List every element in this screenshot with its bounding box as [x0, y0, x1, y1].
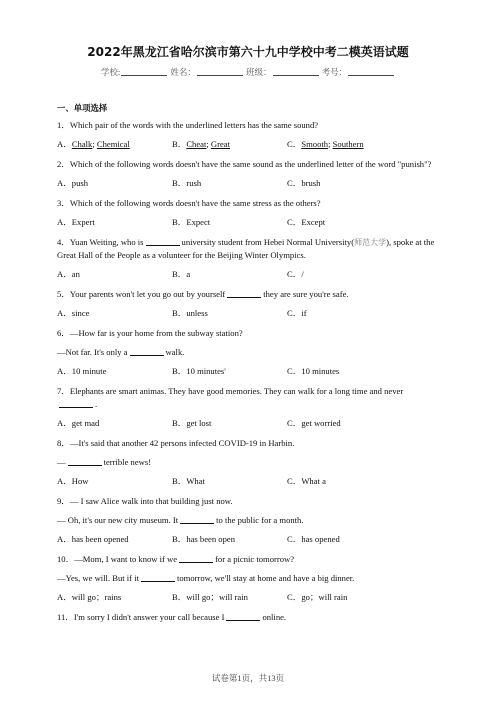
school-label: 学校:: [100, 67, 121, 77]
option-3b[interactable]: B．Expect: [172, 217, 211, 227]
name-label: 姓名：: [170, 67, 196, 77]
option-6a[interactable]: A．10 minute: [57, 366, 107, 376]
option-5b[interactable]: B．unless: [172, 308, 208, 318]
question-9: 9．— I saw Alice walk into that building just now.: [57, 496, 233, 506]
option-6c[interactable]: C．10 minutes: [287, 366, 340, 376]
option-9a[interactable]: A．has been opened: [57, 534, 129, 544]
question-9-reply: — Oh, it's our new city museum. It to the public for a month.: [57, 515, 304, 525]
question-1: 1．Which pair of the words with the underlined letters has the same sound?: [57, 120, 319, 130]
page-title: 2022年黑龙江省哈尔滨市第六十九中学校中考二模英语试题: [87, 45, 409, 59]
option-1b[interactable]: B．Cheat; Great: [172, 139, 231, 149]
option-1c[interactable]: C．Smooth; Southern: [287, 139, 364, 149]
option-10b[interactable]: B．will go；will rain: [172, 592, 248, 602]
question-10: 10．—Mom, I want to know if we for a picnic tomorrow?: [57, 554, 295, 564]
option-9c[interactable]: C．has opened: [287, 534, 340, 544]
question-10-reply: —Yes, we will. But if it tomorrow, we'll stay at home and have a big dinner.: [57, 573, 355, 583]
options-6: [57, 365, 441, 378]
options-1: [57, 138, 441, 151]
exam-number-blank[interactable]: [348, 75, 394, 76]
question-8-reply: — terrible news!: [57, 457, 152, 467]
options-8: [57, 475, 441, 488]
question-6: 6．—How far is your home from the subway station?: [57, 328, 243, 338]
option-6b[interactable]: B．10 minutes': [172, 366, 226, 376]
answer-blank[interactable]: [59, 407, 93, 408]
question-2: 2．Which of the following words doesn't have the same sound as the underlined letter of the word "punish"?: [57, 159, 432, 169]
question-list: [57, 101, 441, 630]
option-2a[interactable]: A．push: [57, 178, 89, 188]
option-7b[interactable]: B．get lost: [172, 418, 212, 428]
answer-blank[interactable]: [180, 523, 214, 524]
exam-number-label: 考号：: [321, 67, 348, 77]
option-1a[interactable]: A．Chalk; Chemical: [57, 139, 130, 149]
options-7: [57, 417, 441, 430]
options-9: [57, 533, 441, 546]
class-blank[interactable]: [273, 75, 319, 76]
option-8c[interactable]: C．What a: [287, 476, 326, 486]
options-4: [57, 268, 441, 281]
question-4: 4．Yuan Weiting, who is university student from Hebei Normal University(师范大学), spoke at the Great Hall of the People as a volunteer for the Beijing Winter Olympics.: [57, 237, 435, 260]
school-blank[interactable]: [121, 75, 167, 76]
answer-blank[interactable]: [130, 355, 164, 356]
answer-blank[interactable]: [141, 581, 175, 582]
answer-blank[interactable]: [227, 297, 261, 298]
question-11: 11．I'm sorry I didn't answer your call because I online.: [57, 612, 287, 622]
option-3a[interactable]: A．Expert: [57, 217, 95, 227]
answer-blank[interactable]: [226, 620, 260, 621]
option-8b[interactable]: B．What: [172, 476, 205, 486]
option-4c[interactable]: C．/: [287, 269, 304, 279]
page-footer: 试卷第1页，共13页: [211, 673, 285, 683]
class-label: 班级：: [245, 67, 272, 77]
answer-blank[interactable]: [179, 562, 213, 563]
option-4a[interactable]: A．an: [57, 269, 80, 279]
option-10c[interactable]: C．go；will rain: [287, 592, 348, 602]
option-2b[interactable]: B．rush: [172, 178, 202, 188]
options-5: [57, 307, 441, 320]
option-5c[interactable]: C．if: [287, 308, 307, 318]
option-9b[interactable]: B．has been open: [172, 534, 236, 544]
option-2c[interactable]: C．brush: [287, 178, 321, 188]
question-7: 7．Elephants are smart animas. They have good memories. They can walk for a long time and never.: [57, 386, 404, 409]
question-5: 5．Your parents won't let you go out by yourself they are sure you're safe.: [57, 289, 349, 299]
option-7a[interactable]: A．get mad: [57, 418, 100, 428]
question-8: 8．—It's said that another 42 persons infected COVID-19 in Harbin.: [57, 438, 295, 448]
student-info-line: [0, 66, 496, 78]
option-4b[interactable]: B．a: [172, 269, 191, 279]
section-heading: 一、单项选择: [57, 103, 108, 113]
options-3: [57, 216, 441, 229]
option-7c[interactable]: C．get worried: [287, 418, 341, 428]
option-5a[interactable]: A．since: [57, 308, 90, 318]
question-3: 3．Which of the following words doesn't have the same stress as the others?: [57, 198, 321, 208]
answer-blank[interactable]: [68, 465, 102, 466]
answer-blank[interactable]: [146, 245, 180, 246]
option-8a[interactable]: A．How: [57, 476, 89, 486]
option-3c[interactable]: C．Except: [287, 217, 326, 227]
question-6-reply: —Not far. It's only a walk.: [57, 347, 185, 357]
options-10: [57, 591, 441, 604]
name-blank[interactable]: [197, 75, 243, 76]
options-2: [57, 177, 441, 190]
option-10a[interactable]: A．will go；rains: [57, 592, 122, 602]
